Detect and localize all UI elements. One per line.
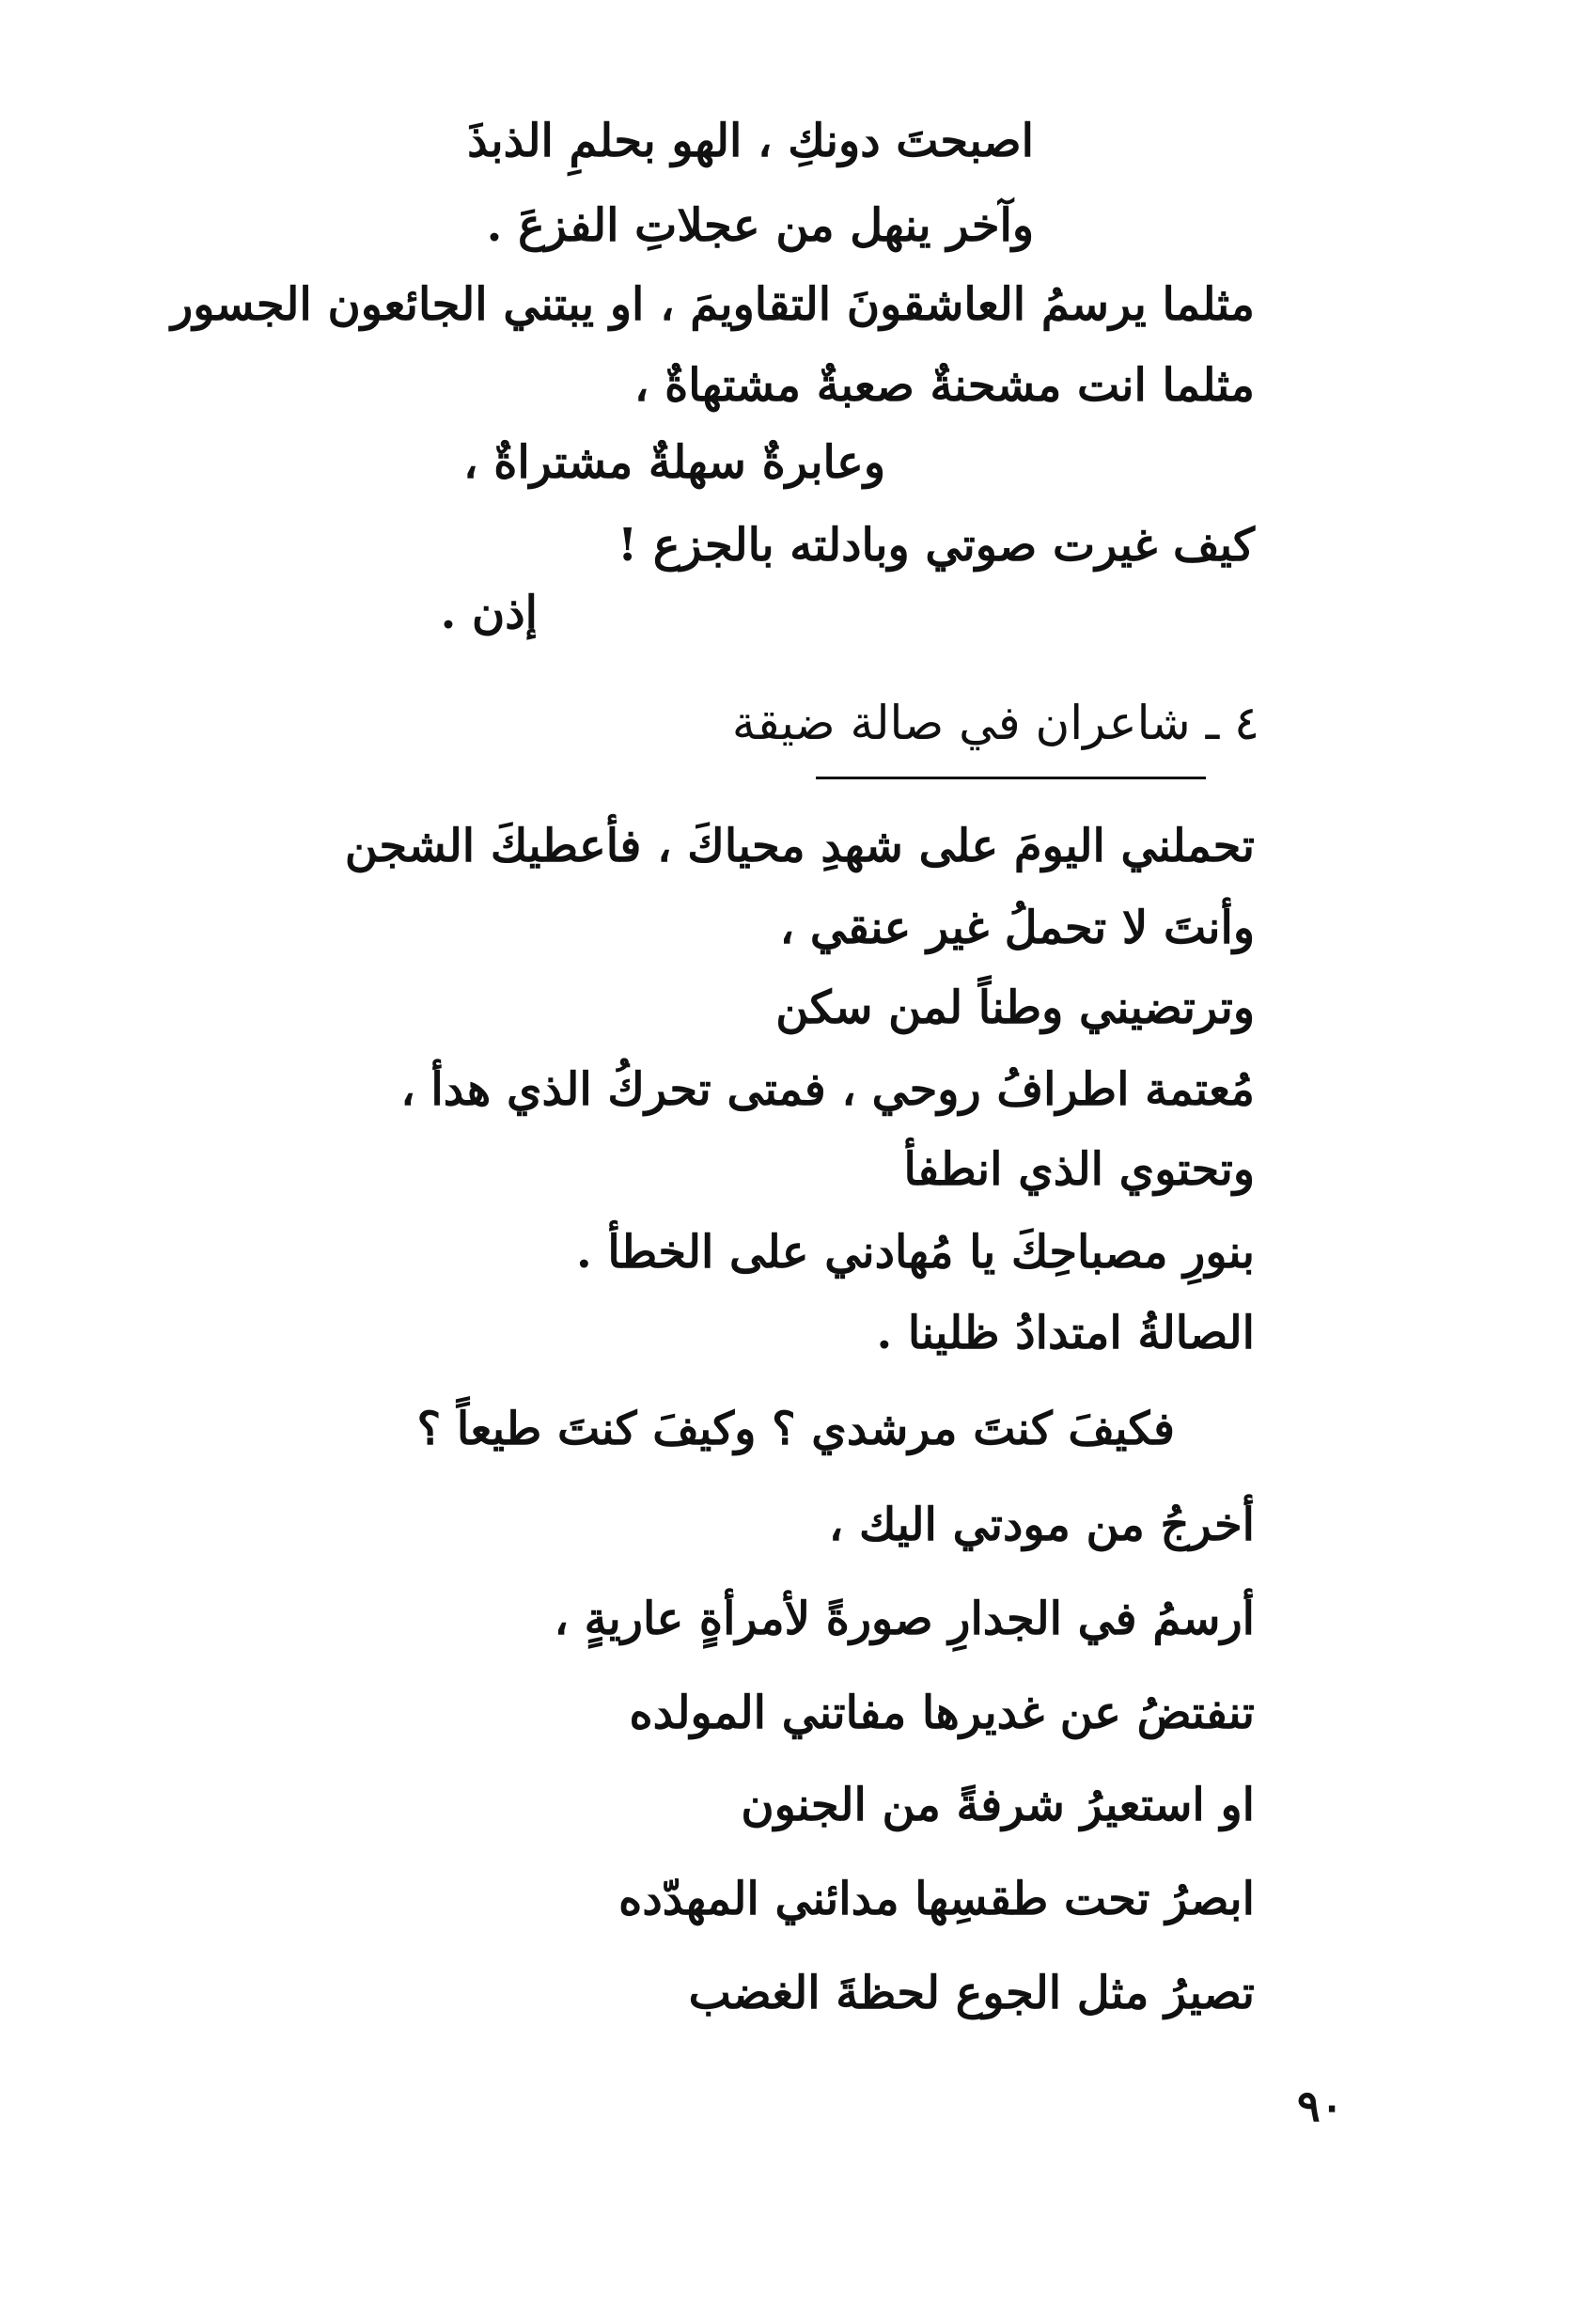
poem-line: الصالةُ امتدادُ ظلينا . <box>876 1307 1255 1359</box>
poem-line: مثلما انت مشحنةٌ صعبةٌ مشتهاةٌ ، <box>633 359 1255 412</box>
poem-line: تصيرُ مثل الجوع لحظةَ الغضب <box>688 1967 1255 2019</box>
heading-underline <box>816 777 1206 779</box>
poem-line: تنفتضُ عن غديرها مفاتني المولده <box>629 1687 1255 1739</box>
poem-line: إذن . <box>440 587 538 639</box>
poem-line: بنورِ مصباحِكَ يا مُهادني على الخطأ . <box>575 1226 1255 1279</box>
poem-line: مثلما يرسمُ العاشقونَ التقاويمَ ، او يبتني الجائعون الجسور <box>171 278 1255 331</box>
poem-line: او استعيرُ شرفةً من الجنون <box>741 1779 1255 1831</box>
poem-line: أرسمُ في الجدارِ صورةً لأمرأةٍ عاريةٍ ، <box>554 1593 1255 1645</box>
poem-line: كيف غيرت صوتي وبادلته بالجزع ! <box>618 519 1255 572</box>
poem-line: وأنتَ لا تحملُ غير عنقي ، <box>779 902 1255 954</box>
poem-line: فكيفَ كنتَ مرشدي ؟ وكيفَ كنتَ طيعاً ؟ <box>416 1403 1175 1455</box>
poem-line: وعابرةٌ سهلةٌ مشتراةٌ ، <box>462 436 885 489</box>
poem-line: وترتضيني وطناً لمن سكن <box>775 981 1255 1034</box>
poem-line: مُعتمة اطرافُ روحي ، فمتى تحركُ الذي هدأ ، <box>400 1063 1255 1116</box>
poem-line: أخرجُ من مودتي اليك ، <box>828 1499 1255 1551</box>
section-heading: ٤ ـ شاعران في صالة ضيقة <box>731 696 1259 750</box>
poem-line: ابصرُ تحت طقسِها مدائني المهدّده <box>618 1873 1255 1925</box>
poem-line: وتحتوي الذي انطفأ <box>903 1143 1255 1196</box>
poem-line: وآخر ينهل من عجلاتِ الفزعَ . <box>486 199 1034 252</box>
page-number: ٩٠ <box>1297 2081 1344 2131</box>
poem-line: اصبحتَ دونكِ ، الهو بحلمِ الذبذَ <box>467 115 1034 167</box>
poem-line: تحملني اليومَ على شهدِ محياكَ ، فأعطيكَ الشجن <box>344 820 1255 872</box>
